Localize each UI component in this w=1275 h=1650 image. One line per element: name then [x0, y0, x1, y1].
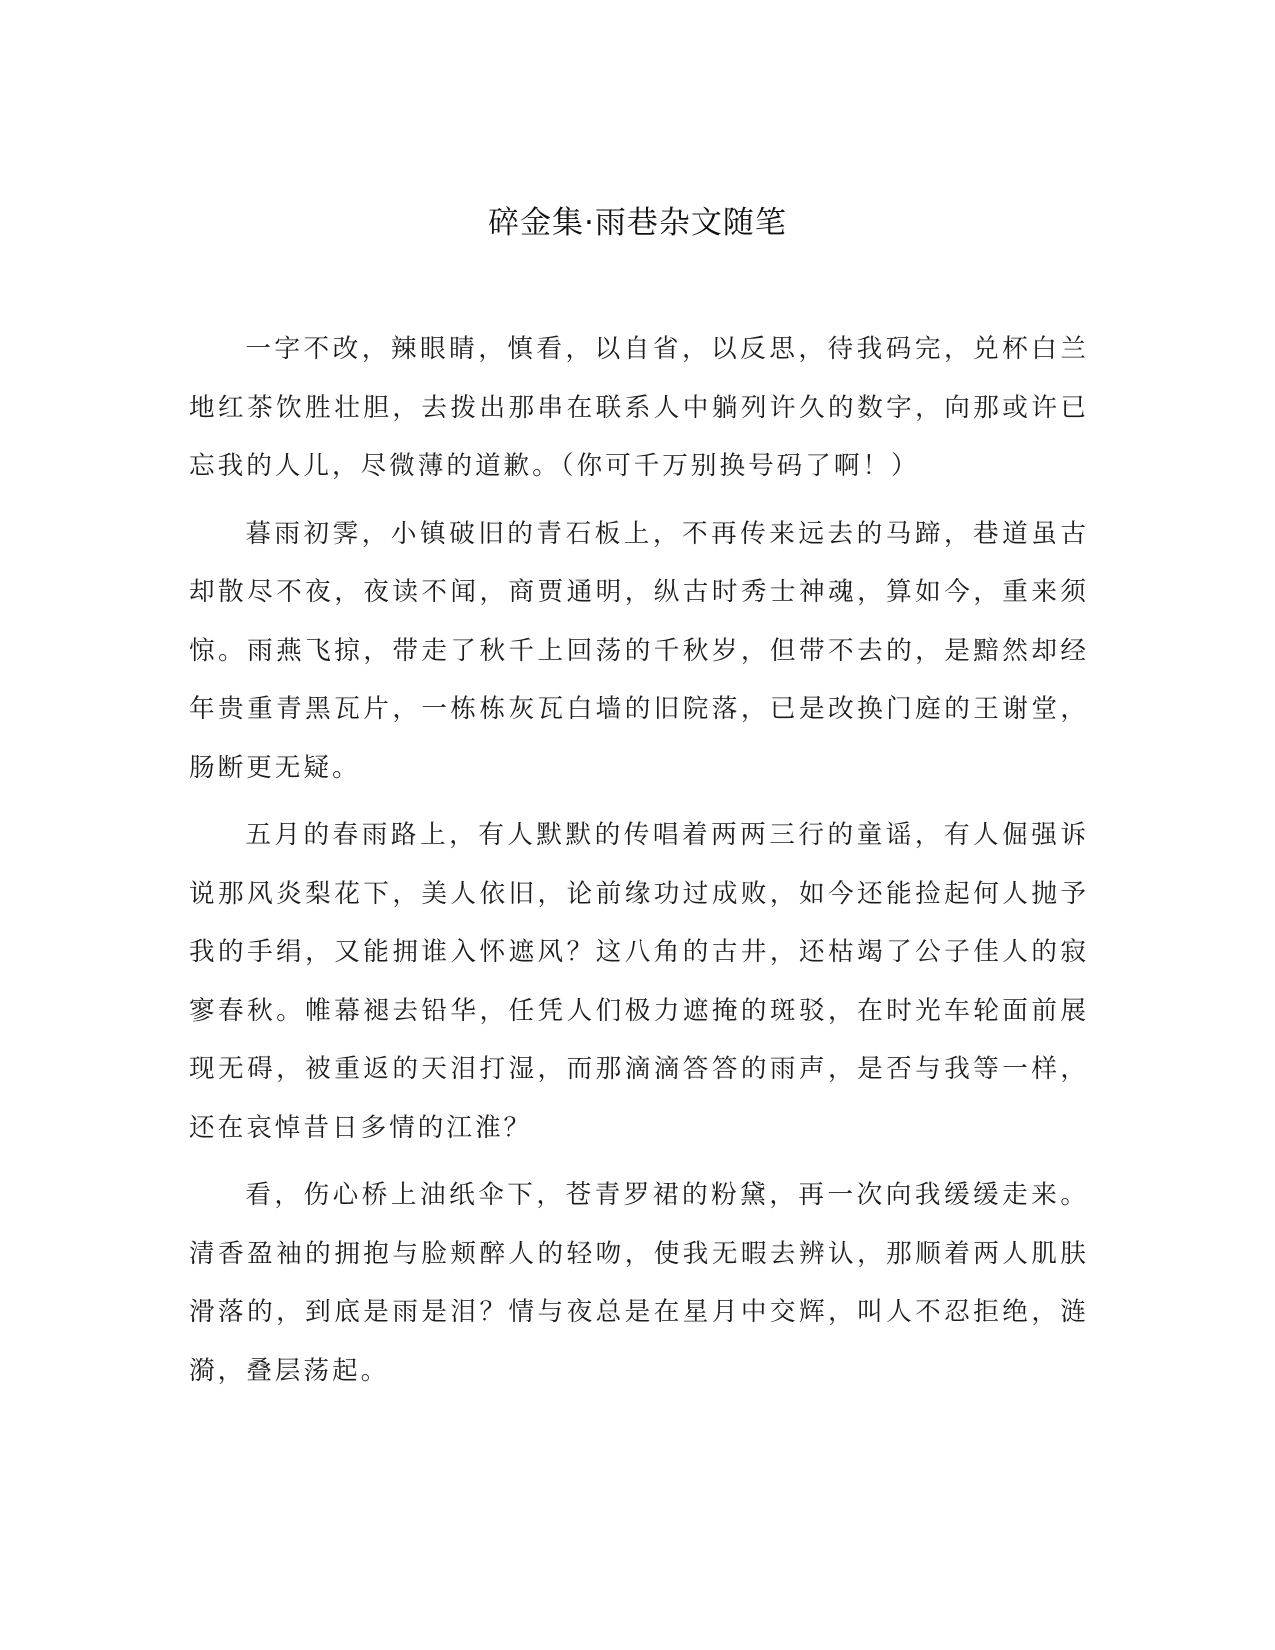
paragraph-4: 看，伤心桥上油纸伞下，苍青罗裙的粉黛，再一次向我缓缓走来。清香盈袖的拥抱与脸颊醉人的轻吻，使我无暇去辨认，那顺着两人肌肤滑落的，到底是雨是泪？情与夜总是在星月中交辉，叫人不忍拒绝，涟漪，叠层荡起。: [189, 1180, 1089, 1386]
paragraph-2: 暮雨初霁，小镇破旧的青石板上，不再传来远去的马蹄，巷道虽古却散尽不夜，夜读不闻，商贾通明，纵古时秀士神魂，算如今，重来须惊。雨燕飞掠，带走了秋千上回荡的千秋岁，但带不去的，是黯然却经年贵重青黑瓦片，一栋栋灰瓦白墙的旧院落，已是改换门庭的王谢堂，肠断更无疑。: [189, 518, 1089, 783]
paragraph-3: 五月的春雨路上，有人默默的传唱着两两三行的童谣，有人倔强诉说那风炎梨花下，美人依旧，论前缘功过成败，如今还能捡起何人抛予我的手绢，又能拥谁入怀遮风？这八角的古井，还枯竭了公子佳人的寂寥春秋。帷幕褪去铅华，任凭人们极力遮掩的斑驳，在时光车轮面前展现无碍，被重返的天泪打湿，而那滴滴答答的雨声，是否与我等一样，还在哀悼昔日多情的江淮？: [189, 820, 1089, 1143]
document-title: 碎金集·雨巷杂文随笔: [488, 205, 787, 241]
document-body: [189, 320, 1089, 1409]
paragraph-1: 一字不改，辣眼睛，慎看，以自省，以反思，待我码完，兑杯白兰地红茶饮胜壮胆，去拨出那串在联系人中躺列许久的数字，向那或许已忘我的人儿，尽微薄的道歉。（你可千万别换号码了啊！）: [189, 334, 1089, 481]
